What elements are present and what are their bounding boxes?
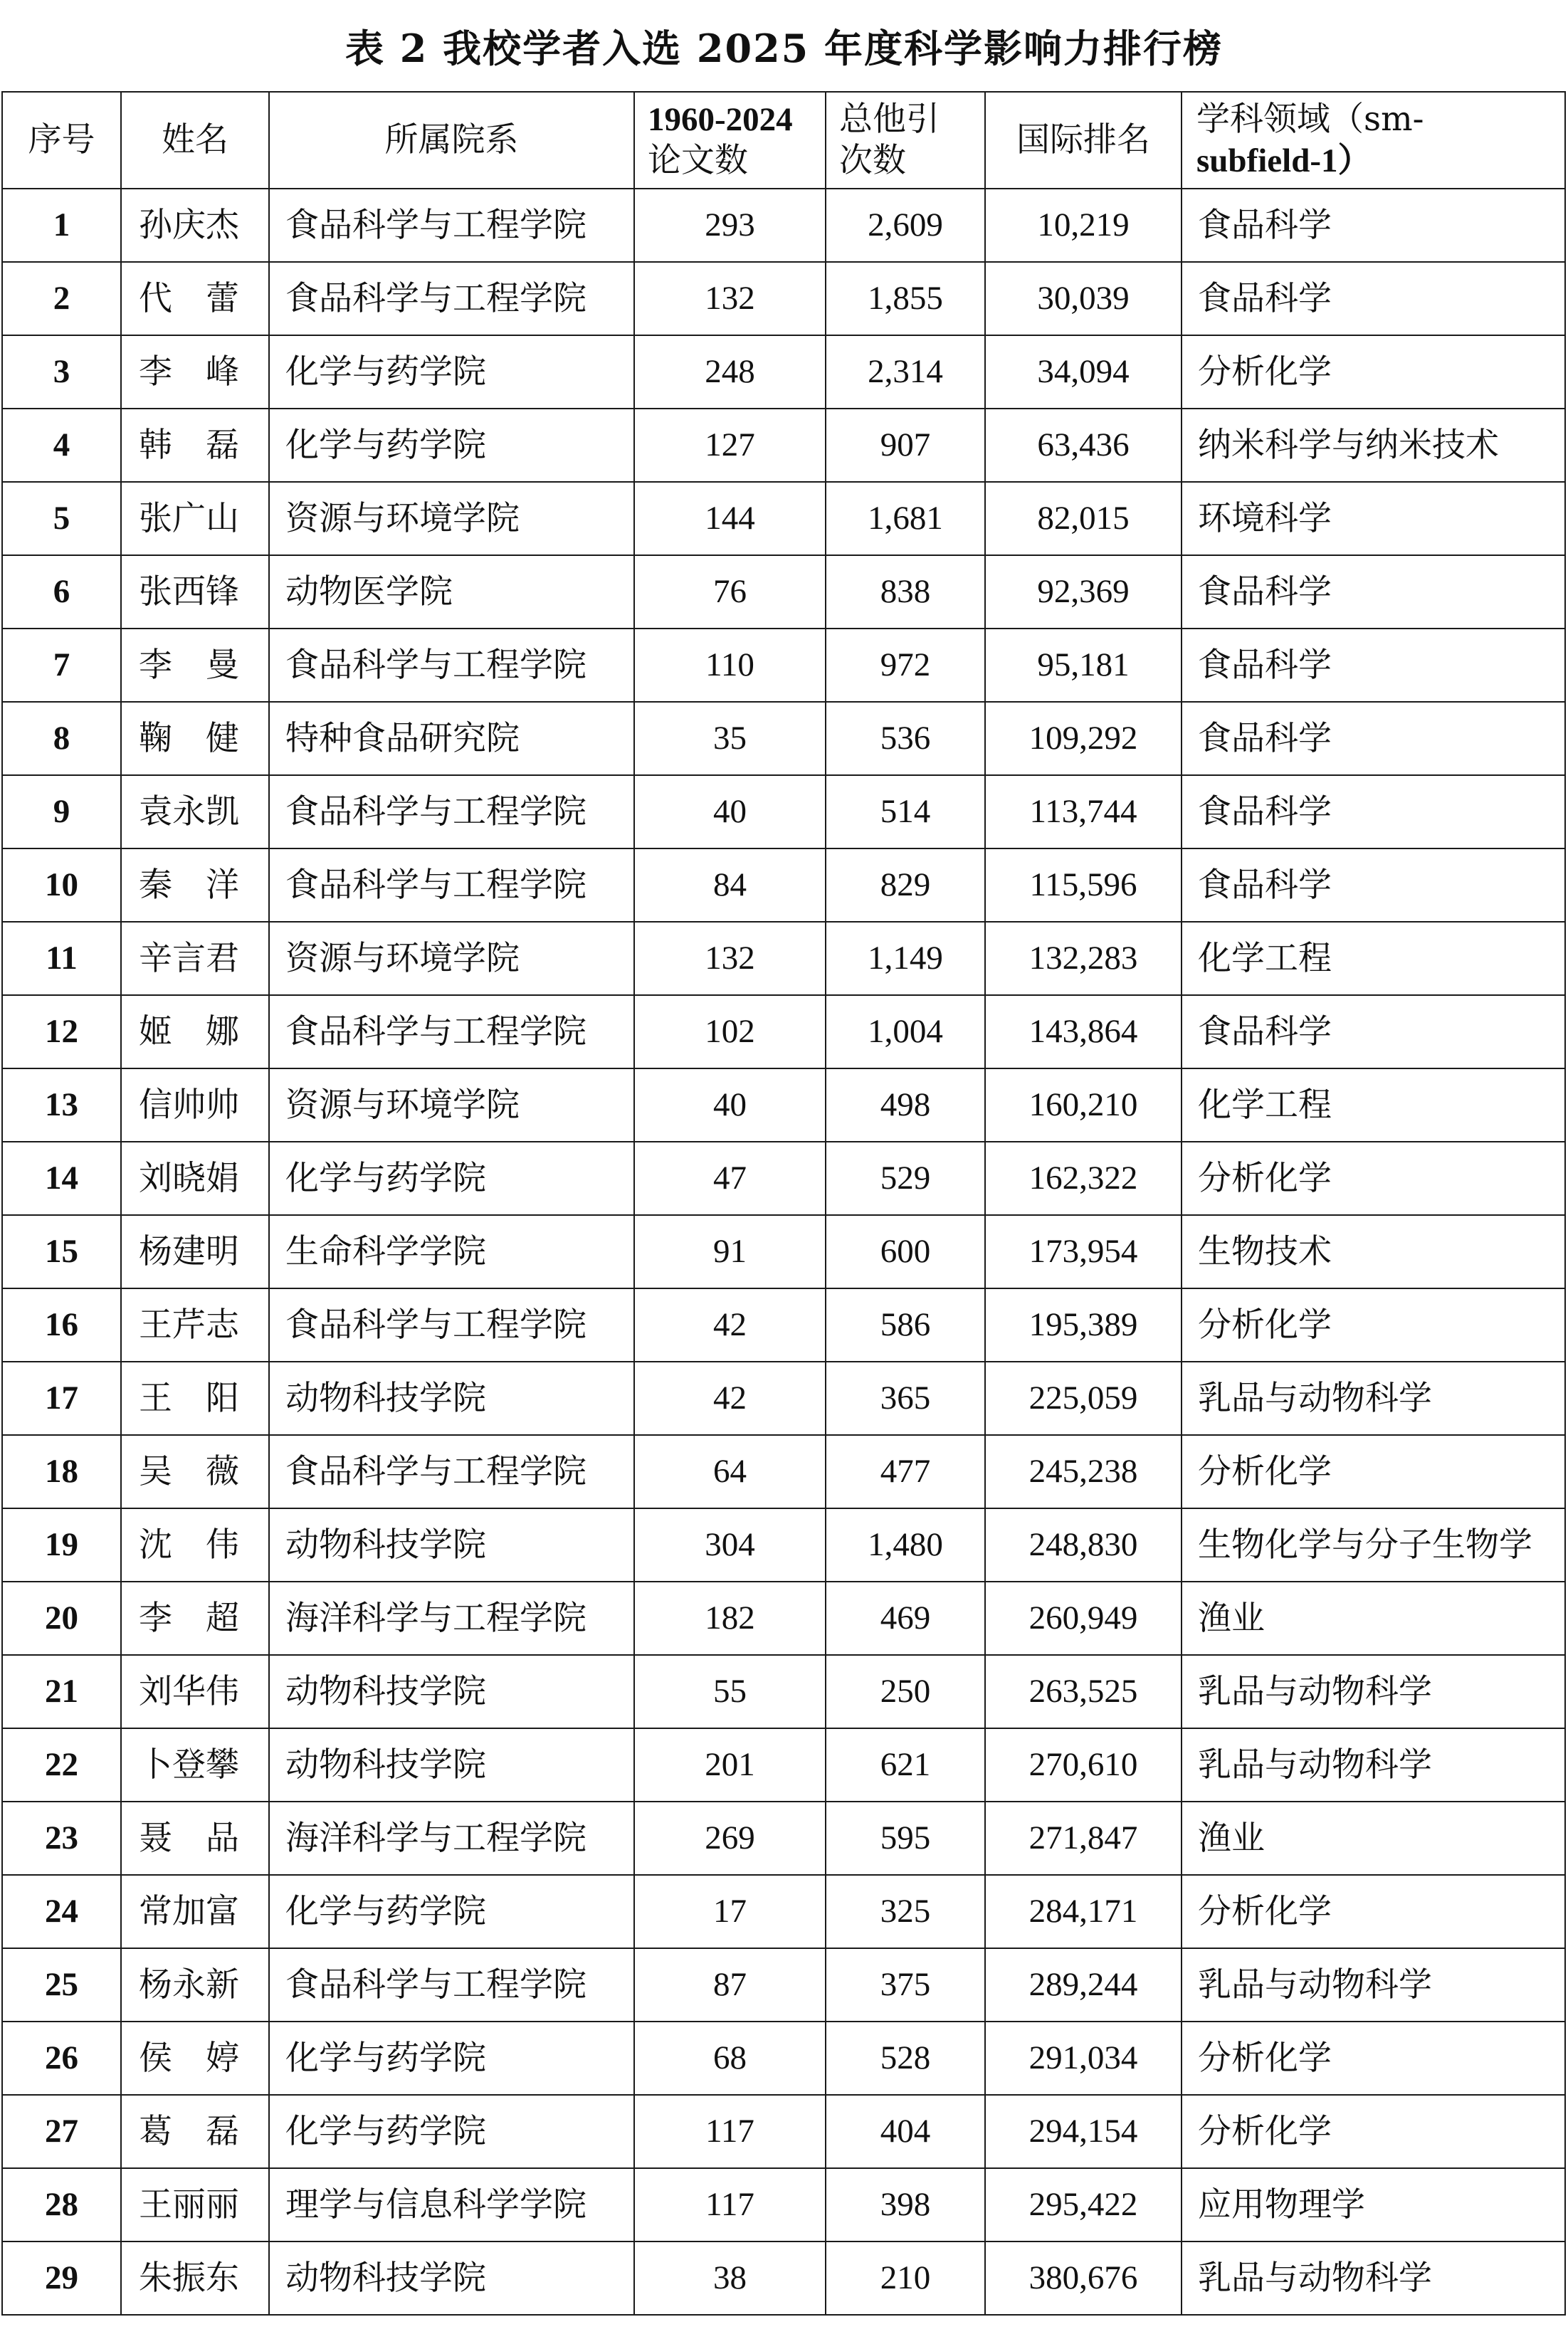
- row-number: 12: [2, 995, 121, 1068]
- subject-field: 应用物理学: [1182, 2168, 1565, 2241]
- subject-field: 乳品与动物科学: [1182, 1655, 1565, 1728]
- scholar-name: 卜登攀: [121, 1728, 269, 1802]
- row-number: 8: [2, 702, 121, 775]
- scholar-name: 沈 伟: [121, 1508, 269, 1582]
- table-row: [2, 335, 1565, 409]
- row-number: 2: [2, 262, 121, 335]
- row-number: 23: [2, 1802, 121, 1875]
- table-row: [2, 1655, 1565, 1728]
- citation-count: 907: [826, 409, 985, 482]
- row-number: 13: [2, 1068, 121, 1142]
- citation-count: 514: [826, 775, 985, 848]
- table-body: [2, 189, 1565, 2315]
- ranking-table: [1, 91, 1566, 2316]
- citation-count: 1,149: [826, 922, 985, 995]
- global-rank: 289,244: [985, 1948, 1182, 2022]
- row-number: 4: [2, 409, 121, 482]
- row-number: 9: [2, 775, 121, 848]
- paper-count: 38: [634, 2241, 826, 2315]
- row-number: 18: [2, 1435, 121, 1508]
- subject-field: 渔业: [1182, 1802, 1565, 1875]
- table-row: [2, 2168, 1565, 2241]
- table-row: [2, 1802, 1565, 1875]
- header-cites-line1: 总他引: [839, 100, 940, 139]
- global-rank: 160,210: [985, 1068, 1182, 1142]
- department: 化学与药学院: [269, 2022, 634, 2095]
- global-rank: 291,034: [985, 2022, 1182, 2095]
- department: 食品科学与工程学院: [269, 629, 634, 702]
- table-row: [2, 1215, 1565, 1288]
- table-row: [2, 409, 1565, 482]
- paper-count: 76: [634, 555, 826, 629]
- scholar-name: 李 峰: [121, 335, 269, 409]
- subject-field: 分析化学: [1182, 335, 1565, 409]
- subject-field: 分析化学: [1182, 1288, 1565, 1362]
- citation-count: 375: [826, 1948, 985, 2022]
- header-papers-line2: 论文数: [648, 141, 748, 180]
- global-rank: 113,744: [985, 775, 1182, 848]
- row-number: 21: [2, 1655, 121, 1728]
- department: 资源与环境学院: [269, 482, 634, 555]
- subject-field: 乳品与动物科学: [1182, 1728, 1565, 1802]
- table-row: [2, 1508, 1565, 1582]
- table-row: [2, 555, 1565, 629]
- scholar-name: 李 超: [121, 1582, 269, 1655]
- scholar-name: 孙庆杰: [121, 189, 269, 262]
- subject-field: 化学工程: [1182, 1068, 1565, 1142]
- department: 食品科学与工程学院: [269, 1948, 634, 2022]
- global-rank: 132,283: [985, 922, 1182, 995]
- citation-count: 498: [826, 1068, 985, 1142]
- table-row: [2, 1582, 1565, 1655]
- table-row: [2, 1068, 1565, 1142]
- row-number: 22: [2, 1728, 121, 1802]
- subject-field: 食品科学: [1182, 262, 1565, 335]
- header-rank: 国际排名: [985, 92, 1182, 189]
- header-papers: [634, 92, 826, 189]
- subject-field: 食品科学: [1182, 629, 1565, 702]
- global-rank: 263,525: [985, 1655, 1182, 1728]
- scholar-name: 吴 薇: [121, 1435, 269, 1508]
- department: 化学与药学院: [269, 1142, 634, 1215]
- row-number: 26: [2, 2022, 121, 2095]
- paper-count: 127: [634, 409, 826, 482]
- citation-count: 404: [826, 2095, 985, 2168]
- row-number: 29: [2, 2241, 121, 2315]
- subject-field: 分析化学: [1182, 1875, 1565, 1948]
- table-row: [2, 848, 1565, 922]
- department: 动物科技学院: [269, 1362, 634, 1435]
- table-row: [2, 2095, 1565, 2168]
- global-rank: 248,830: [985, 1508, 1182, 1582]
- paper-count: 304: [634, 1508, 826, 1582]
- department: 生命科学学院: [269, 1215, 634, 1288]
- subject-field: 乳品与动物科学: [1182, 2241, 1565, 2315]
- subject-field: 食品科学: [1182, 775, 1565, 848]
- department: 动物医学院: [269, 555, 634, 629]
- department: 特种食品研究院: [269, 702, 634, 775]
- department: 化学与药学院: [269, 1875, 634, 1948]
- paper-count: 182: [634, 1582, 826, 1655]
- citation-count: 325: [826, 1875, 985, 1948]
- scholar-name: 聂 品: [121, 1802, 269, 1875]
- subject-field: 乳品与动物科学: [1182, 1362, 1565, 1435]
- global-rank: 34,094: [985, 335, 1182, 409]
- paper-count: 17: [634, 1875, 826, 1948]
- paper-count: 117: [634, 2095, 826, 2168]
- paper-count: 35: [634, 702, 826, 775]
- subject-field: 化学工程: [1182, 922, 1565, 995]
- table-row: [2, 922, 1565, 995]
- paper-count: 248: [634, 335, 826, 409]
- citation-count: 477: [826, 1435, 985, 1508]
- paper-count: 132: [634, 922, 826, 995]
- global-rank: 115,596: [985, 848, 1182, 922]
- department: 海洋科学与工程学院: [269, 1582, 634, 1655]
- citation-count: 210: [826, 2241, 985, 2315]
- table-row: [2, 1728, 1565, 1802]
- citation-count: 1,681: [826, 482, 985, 555]
- department: 食品科学与工程学院: [269, 1288, 634, 1362]
- citation-count: 365: [826, 1362, 985, 1435]
- department: 食品科学与工程学院: [269, 1435, 634, 1508]
- row-number: 11: [2, 922, 121, 995]
- global-rank: 82,015: [985, 482, 1182, 555]
- subject-field: 食品科学: [1182, 555, 1565, 629]
- scholar-name: 辛言君: [121, 922, 269, 995]
- paper-count: 42: [634, 1362, 826, 1435]
- department: 化学与药学院: [269, 409, 634, 482]
- row-number: 25: [2, 1948, 121, 2022]
- row-number: 15: [2, 1215, 121, 1288]
- row-number: 16: [2, 1288, 121, 1362]
- department: 化学与药学院: [269, 2095, 634, 2168]
- global-rank: 195,389: [985, 1288, 1182, 1362]
- subject-field: 食品科学: [1182, 702, 1565, 775]
- global-rank: 162,322: [985, 1142, 1182, 1215]
- department: 动物科技学院: [269, 1728, 634, 1802]
- scholar-name: 杨建明: [121, 1215, 269, 1288]
- paper-count: 87: [634, 1948, 826, 2022]
- citation-count: 1,480: [826, 1508, 985, 1582]
- citation-count: 250: [826, 1655, 985, 1728]
- global-rank: 92,369: [985, 555, 1182, 629]
- paper-count: 144: [634, 482, 826, 555]
- scholar-name: 李 曼: [121, 629, 269, 702]
- department: 动物科技学院: [269, 2241, 634, 2315]
- row-number: 1: [2, 189, 121, 262]
- paper-count: 84: [634, 848, 826, 922]
- scholar-name: 刘晓娟: [121, 1142, 269, 1215]
- scholar-name: 王芹志: [121, 1288, 269, 1362]
- table-row: [2, 2022, 1565, 2095]
- row-number: 17: [2, 1362, 121, 1435]
- scholar-name: 袁永凯: [121, 775, 269, 848]
- subject-field: 渔业: [1182, 1582, 1565, 1655]
- subject-field: 生物技术: [1182, 1215, 1565, 1288]
- paper-count: 40: [634, 1068, 826, 1142]
- header-cites: [826, 92, 985, 189]
- table-header-row: [2, 92, 1565, 189]
- citation-count: 2,609: [826, 189, 985, 262]
- subject-field: 食品科学: [1182, 189, 1565, 262]
- table-row: [2, 189, 1565, 262]
- department: 食品科学与工程学院: [269, 189, 634, 262]
- department: 资源与环境学院: [269, 1068, 634, 1142]
- scholar-name: 常加富: [121, 1875, 269, 1948]
- subject-field: 纳米科学与纳米技术: [1182, 409, 1565, 482]
- paper-count: 68: [634, 2022, 826, 2095]
- global-rank: 63,436: [985, 409, 1182, 482]
- department: 资源与环境学院: [269, 922, 634, 995]
- header-name: 姓名: [121, 92, 269, 189]
- paper-count: 40: [634, 775, 826, 848]
- paper-count: 47: [634, 1142, 826, 1215]
- table-row: [2, 1288, 1565, 1362]
- global-rank: 10,219: [985, 189, 1182, 262]
- department: 动物科技学院: [269, 1655, 634, 1728]
- header-no: 序号: [2, 92, 121, 189]
- paper-count: 102: [634, 995, 826, 1068]
- subject-field: 食品科学: [1182, 848, 1565, 922]
- scholar-name: 代 蕾: [121, 262, 269, 335]
- department: 海洋科学与工程学院: [269, 1802, 634, 1875]
- department: 食品科学与工程学院: [269, 848, 634, 922]
- table-row: [2, 629, 1565, 702]
- paper-count: 201: [634, 1728, 826, 1802]
- paper-count: 91: [634, 1215, 826, 1288]
- global-rank: 109,292: [985, 702, 1182, 775]
- citation-count: 586: [826, 1288, 985, 1362]
- paper-count: 64: [634, 1435, 826, 1508]
- row-number: 28: [2, 2168, 121, 2241]
- scholar-name: 张西锋: [121, 555, 269, 629]
- global-rank: 30,039: [985, 262, 1182, 335]
- paper-count: 110: [634, 629, 826, 702]
- subject-field: 分析化学: [1182, 2022, 1565, 2095]
- row-number: 14: [2, 1142, 121, 1215]
- paper-count: 55: [634, 1655, 826, 1728]
- subject-field: 分析化学: [1182, 2095, 1565, 2168]
- citation-count: 600: [826, 1215, 985, 1288]
- subject-field: 分析化学: [1182, 1435, 1565, 1508]
- row-number: 10: [2, 848, 121, 922]
- subject-field: 乳品与动物科学: [1182, 1948, 1565, 2022]
- header-field-line1: 学科领域（sm-: [1196, 100, 1424, 139]
- citation-count: 595: [826, 1802, 985, 1875]
- table-row: [2, 1435, 1565, 1508]
- citation-count: 838: [826, 555, 985, 629]
- global-rank: 380,676: [985, 2241, 1182, 2315]
- scholar-name: 张广山: [121, 482, 269, 555]
- row-number: 7: [2, 629, 121, 702]
- row-number: 20: [2, 1582, 121, 1655]
- citation-count: 528: [826, 2022, 985, 2095]
- global-rank: 143,864: [985, 995, 1182, 1068]
- department: 食品科学与工程学院: [269, 775, 634, 848]
- global-rank: 173,954: [985, 1215, 1182, 1288]
- scholar-name: 王 阳: [121, 1362, 269, 1435]
- scholar-name: 鞠 健: [121, 702, 269, 775]
- global-rank: 245,238: [985, 1435, 1182, 1508]
- citation-count: 2,314: [826, 335, 985, 409]
- row-number: 24: [2, 1875, 121, 1948]
- citation-count: 829: [826, 848, 985, 922]
- citation-count: 621: [826, 1728, 985, 1802]
- paper-count: 42: [634, 1288, 826, 1362]
- global-rank: 225,059: [985, 1362, 1182, 1435]
- page-title: 表 2 我校学者入选 2025 年度科学影响力排行榜: [344, 26, 1224, 71]
- global-rank: 294,154: [985, 2095, 1182, 2168]
- citation-count: 529: [826, 1142, 985, 1215]
- department: 理学与信息科学学院: [269, 2168, 634, 2241]
- row-number: 3: [2, 335, 121, 409]
- scholar-name: 信帅帅: [121, 1068, 269, 1142]
- table-row: [2, 1142, 1565, 1215]
- global-rank: 271,847: [985, 1802, 1182, 1875]
- row-number: 5: [2, 482, 121, 555]
- scholar-name: 葛 磊: [121, 2095, 269, 2168]
- citation-count: 398: [826, 2168, 985, 2241]
- header-field-line2: subfield-1）: [1196, 142, 1372, 179]
- citation-count: 536: [826, 702, 985, 775]
- global-rank: 95,181: [985, 629, 1182, 702]
- row-number: 6: [2, 555, 121, 629]
- table-row: [2, 775, 1565, 848]
- row-number: 27: [2, 2095, 121, 2168]
- global-rank: 270,610: [985, 1728, 1182, 1802]
- table-row: [2, 995, 1565, 1068]
- row-number: 19: [2, 1508, 121, 1582]
- scholar-name: 侯 婷: [121, 2022, 269, 2095]
- citation-count: 1,855: [826, 262, 985, 335]
- citation-count: 469: [826, 1582, 985, 1655]
- scholar-name: 秦 洋: [121, 848, 269, 922]
- paper-count: 293: [634, 189, 826, 262]
- global-rank: 284,171: [985, 1875, 1182, 1948]
- subject-field: 环境科学: [1182, 482, 1565, 555]
- department: 食品科学与工程学院: [269, 995, 634, 1068]
- scholar-name: 王丽丽: [121, 2168, 269, 2241]
- table-row: [2, 1362, 1565, 1435]
- scholar-name: 韩 磊: [121, 409, 269, 482]
- header-papers-line1: 1960-2024: [648, 101, 793, 138]
- global-rank: 295,422: [985, 2168, 1182, 2241]
- header-field: [1182, 92, 1565, 189]
- department: 化学与药学院: [269, 335, 634, 409]
- scholar-name: 刘华伟: [121, 1655, 269, 1728]
- header-cites-line2: 次数: [839, 141, 906, 180]
- paper-count: 269: [634, 1802, 826, 1875]
- paper-count: 132: [634, 262, 826, 335]
- department: 食品科学与工程学院: [269, 262, 634, 335]
- table-row: [2, 702, 1565, 775]
- table-row: [2, 2241, 1565, 2315]
- global-rank: 260,949: [985, 1582, 1182, 1655]
- table-row: [2, 262, 1565, 335]
- subject-field: 分析化学: [1182, 1142, 1565, 1215]
- scholar-name: 杨永新: [121, 1948, 269, 2022]
- citation-count: 1,004: [826, 995, 985, 1068]
- citation-count: 972: [826, 629, 985, 702]
- table-row: [2, 1875, 1565, 1948]
- scholar-name: 姬 娜: [121, 995, 269, 1068]
- subject-field: 食品科学: [1182, 995, 1565, 1068]
- table-row: [2, 1948, 1565, 2022]
- subject-field: 生物化学与分子生物学: [1182, 1508, 1565, 1582]
- scholar-name: 朱振东: [121, 2241, 269, 2315]
- header-dept: 所属院系: [269, 92, 634, 189]
- paper-count: 117: [634, 2168, 826, 2241]
- department: 动物科技学院: [269, 1508, 634, 1582]
- table-row: [2, 482, 1565, 555]
